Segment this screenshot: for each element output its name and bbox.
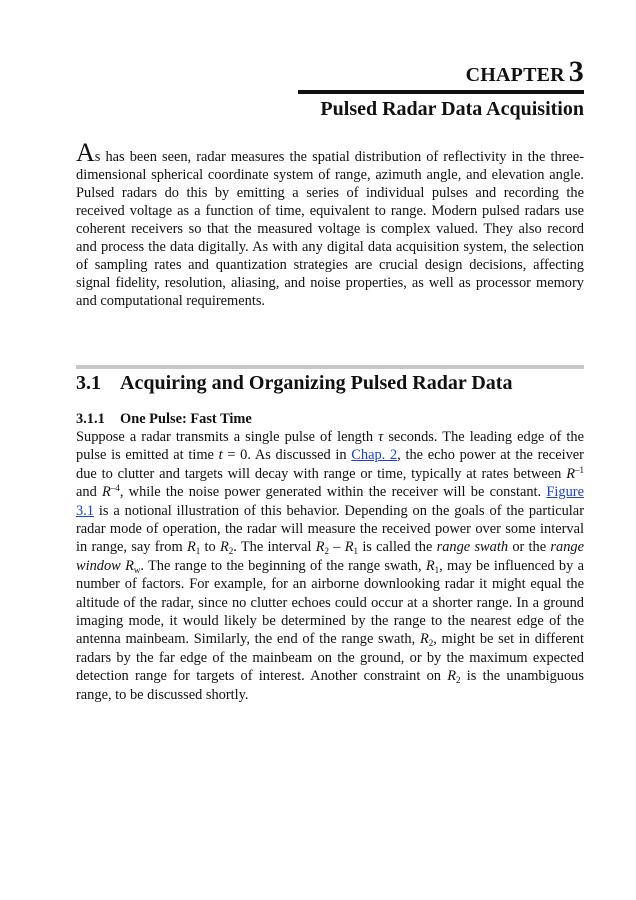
chapter-2-link[interactable]: Chap. 2 [351,447,398,464]
subscript: w [133,564,141,575]
intro-paragraph [76,138,584,310]
body-text: is the unambiguous range, to be discussed shortly. [76,668,584,703]
range-variable: R [125,557,134,574]
subscript: 2 [428,638,434,649]
range-variable: R [419,631,429,648]
figure-3-1-link[interactable]: Figure 3.1 [76,484,584,519]
subscript: 2 [228,546,234,557]
range-swath-term: range swath [436,539,509,556]
range-variable: R [447,668,457,685]
range-variable: R [425,557,435,574]
body-text: , the echo power at the receiver due to clutter and targets will decay with range or time, typically at rates between [76,447,584,482]
body-paragraph [76,428,584,704]
range-variable: R [102,484,111,501]
subsection-title: One Pulse: Fast Time [120,411,252,427]
body-text: , might be set in different radars by the far edge of the mainbeam on the ground, or by the maximum expected detection range for targets of interest. Another constraint on [76,631,584,685]
intro-text: s has been seen, radar measures the spatial distribution of reflectivity in the three-dimensional spherical coordinate system of range, azimuth angle, and elevation angle. Pulsed radars do this by emitting a series of individual pulses and recording the received voltage as a function of time, equivalent to range. Modern pulsed radars use coherent receivers so that the measured voltage is complex valued. They also record and process the data digitally. As with any digital data acquisition system, the selection of sampling rates and quantization strategies are crucial design decisions, affecting signal fidelity, resolution, aliasing, and noise properties, as well as processor memory and computational requirements. [76,149,584,309]
subscript: 2 [456,675,461,686]
chapter-word: CHAPTER [465,64,565,86]
body-text: . The interval [233,539,312,556]
body-text: Suppose a radar transmits a single pulse of length [76,429,374,445]
subscript: 1 [434,564,440,575]
exponent: –4 [110,483,120,494]
subscript: 1 [195,546,201,557]
range-variable: R [186,539,196,556]
drop-cap: A [76,138,95,167]
subsection-number: 3.1.1 [76,411,105,427]
body-text: is a notional illustration of this behavior. Depending on the goals of the particular radar mode of operation, the radar will measure the received power over some interval in range, say from [76,502,584,556]
time-variable: t [218,447,223,464]
range-window-term: range window [76,539,584,574]
tau-symbol: τ [378,429,384,445]
chapter-label [76,52,584,92]
body-text: and [76,484,97,501]
chapter-rule [298,90,584,94]
body-text: to [204,539,216,556]
range-variable: R [566,465,575,482]
section-rule [76,365,584,369]
body-text: seconds. The leading edge of the pulse is emitted at time [76,429,584,464]
body-text: or the [512,539,547,556]
section-title: Acquiring and Organizing Pulsed Radar Data [120,372,513,394]
chapter-title: Pulsed Radar Data Acquisition [320,98,584,120]
range-variable: R [344,539,354,556]
minus-sign: – [333,539,341,556]
subsection-heading [76,410,252,428]
subscript: 2 [324,546,330,557]
chapter-number: 3 [568,55,584,88]
body-text: = 0. As discussed in [227,447,347,464]
book-page [76,52,584,703]
range-variable: R [219,539,229,556]
exponent: –1 [575,464,584,475]
section-heading [76,370,584,396]
range-variable: R [315,539,325,556]
body-text: , while the noise power generated within the receiver will be constant. [119,484,542,501]
body-text: is called the [362,539,433,556]
body-text: , may be influenced by a number of factors. For example, for an airborne downlooking radar it might equal the altitude of the radar, since no clutter echoes could occur at a shorter range. In a ground imaging mode, it would likely be determined by the range to the nearest edge of the antenna mainbeam. Similarly, the end of the range swath, [76,557,584,648]
subscript: 1 [353,546,359,557]
body-text: . The range to the beginning of the range swath, [140,557,422,574]
section-number: 3.1 [76,372,101,394]
